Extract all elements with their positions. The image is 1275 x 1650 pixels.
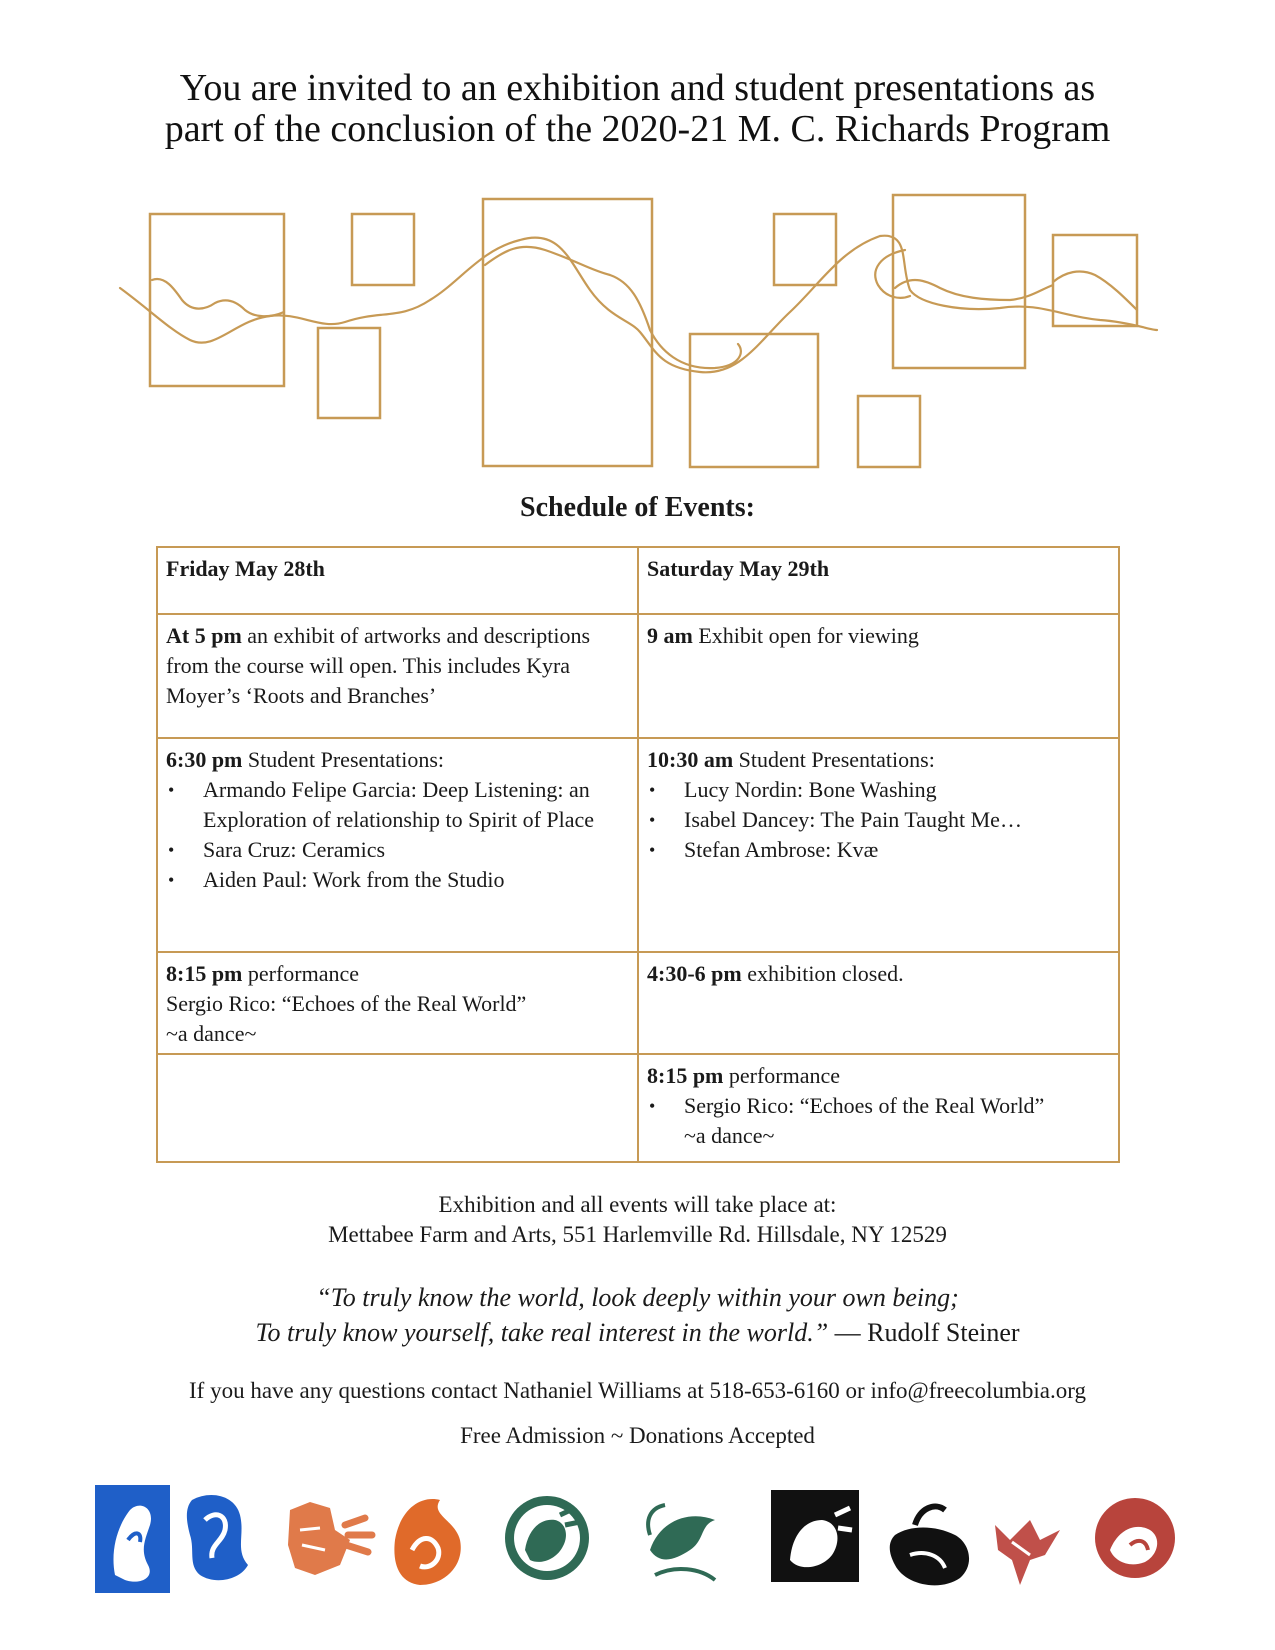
- saturday-performance-cell: [638, 1054, 1119, 1162]
- frame-rect: [352, 214, 414, 285]
- flower-logo-red-circle: [1095, 1498, 1175, 1578]
- frame-rect: [690, 334, 818, 467]
- list-item: • Lucy Nordin: Bone Washing: [684, 775, 1110, 805]
- decorative-line-art: [0, 0, 1275, 480]
- frame-rect: [318, 328, 380, 418]
- saturday-open-time: 9 am: [647, 623, 693, 648]
- list-item: • Sara Cruz: Ceramics: [203, 835, 629, 865]
- quote-line-2: To truly know yourself, take real interest in the world.”: [255, 1318, 829, 1347]
- table-row: [157, 614, 1119, 738]
- friday-presentation-list: [166, 775, 629, 895]
- quote-attribution: — Rudolf Steiner: [828, 1318, 1020, 1347]
- hand-logo-blue-square: [95, 1485, 170, 1593]
- schedule-table: [156, 546, 1120, 1163]
- quote-line-1: “To truly know the world, look deeply within your own being;: [316, 1283, 959, 1312]
- wavy-line: [152, 279, 284, 316]
- list-item: • Sergio Rico: “Echoes of the Real World”: [684, 1091, 1110, 1121]
- hand-logo-green-circle: [505, 1496, 589, 1580]
- saturday-closed-text: exhibition closed.: [741, 961, 904, 986]
- hand-logo-blue: [187, 1495, 248, 1580]
- friday-presentations-cell: [157, 738, 638, 952]
- table-row: [157, 738, 1119, 952]
- friday-header-cell: [157, 547, 638, 614]
- friday-exhibit-time: At 5 pm: [166, 623, 242, 648]
- saturday-closed-cell: [638, 952, 1119, 1054]
- saturday-performance-time: 8:15 pm: [647, 1063, 724, 1088]
- hand-logo-orange-print: [288, 1502, 372, 1575]
- table-row: [157, 952, 1119, 1054]
- frame-rect: [893, 195, 1025, 368]
- friday-empty-cell: [157, 1054, 638, 1162]
- list-item: • Armando Felipe Garcia: Deep Listening: an Exploration of relationship to Spirit of Place: [203, 775, 629, 835]
- list-item: • Isabel Dancey: The Pain Taught Me…: [684, 805, 1110, 835]
- frame-rect: [858, 396, 920, 467]
- friday-presentations-time: 6:30 pm: [166, 747, 243, 772]
- friday-exhibit-cell: [157, 614, 638, 738]
- logo-row: [0, 1480, 1275, 1595]
- steiner-quote: [0, 1280, 1275, 1350]
- frame-rect: [1053, 235, 1137, 326]
- friday-performance-time: 8:15 pm: [166, 961, 243, 986]
- title-line-1: You are invited to an exhibition and student presentations as: [179, 67, 1096, 109]
- saturday-closed-time: 4:30-6 pm: [647, 961, 742, 986]
- contact-info: If you have any questions contact Nathaniel Williams at 518-653-6160 or info@freecolumbia.org: [189, 1378, 1086, 1403]
- friday-day: Friday May 28th: [166, 556, 325, 581]
- saturday-presentations-label: Student Presentations:: [733, 747, 935, 772]
- saturday-presentations-time: 10:30 am: [647, 747, 734, 772]
- saturday-presentation-list: [647, 775, 1110, 865]
- friday-exhibit-text: an exhibit of artworks and descriptions from the course will open. This includes Kyra Moyer’s ‘Roots and Branches’: [166, 623, 591, 708]
- saturday-open-text: Exhibit open for viewing: [692, 623, 919, 648]
- friday-performance-heading: [166, 959, 629, 989]
- friday-performance-note: ~a dance~: [166, 1021, 257, 1046]
- saturday-performance-heading: [647, 1061, 1110, 1091]
- friday-performance-cell: [157, 952, 638, 1054]
- saturday-performance-note: ~a dance~: [684, 1123, 775, 1148]
- schedule-heading: Schedule of Events:: [520, 492, 755, 523]
- table-row: [157, 547, 1119, 614]
- frame-rectangles: [150, 195, 1137, 467]
- friday-presentations-heading: [166, 745, 629, 775]
- frame-rect: [150, 214, 284, 386]
- saturday-header-cell: [638, 547, 1119, 614]
- saturday-presentations-cell: [638, 738, 1119, 952]
- saturday-day: Saturday May 29th: [647, 556, 830, 581]
- saturday-presentations-heading: [647, 745, 1110, 775]
- wavy-lines: [120, 236, 1157, 373]
- friday-performance-title: Sergio Rico: “Echoes of the Real World”: [166, 991, 527, 1016]
- list-item: • Stefan Ambrose: Kvæ: [684, 835, 1110, 865]
- bird-logo-black: [890, 1506, 969, 1585]
- bird-logo-red: [995, 1520, 1060, 1585]
- title-line-2: part of the conclusion of the 2020-21 M. C. Richards Program: [164, 108, 1111, 150]
- flame-logo-orange: [394, 1499, 460, 1585]
- venue-line-1: Exhibition and all events will take place at:: [438, 1192, 837, 1217]
- saturday-open-cell: [638, 614, 1119, 738]
- friday-presentations-label: Student Presentations:: [242, 747, 445, 772]
- admission-note: Free Admission ~ Donations Accepted: [460, 1423, 815, 1448]
- saturday-performance-label: performance: [723, 1063, 841, 1088]
- venue-address: Mettabee Farm and Arts, 551 Harlemville Rd. Hillsdale, NY 12529: [328, 1222, 947, 1247]
- frame-rect: [483, 199, 652, 466]
- leaf-logo-green: [648, 1505, 715, 1580]
- saturday-performance-list: [647, 1091, 1110, 1121]
- list-item: • Aiden Paul: Work from the Studio: [203, 865, 629, 895]
- table-row: [157, 1054, 1119, 1162]
- wavy-line: [485, 247, 741, 368]
- wavy-line: [1053, 271, 1137, 310]
- friday-performance-label: performance: [242, 961, 360, 986]
- venue-info: [0, 1190, 1275, 1250]
- hand-logo-black-square: [771, 1490, 859, 1582]
